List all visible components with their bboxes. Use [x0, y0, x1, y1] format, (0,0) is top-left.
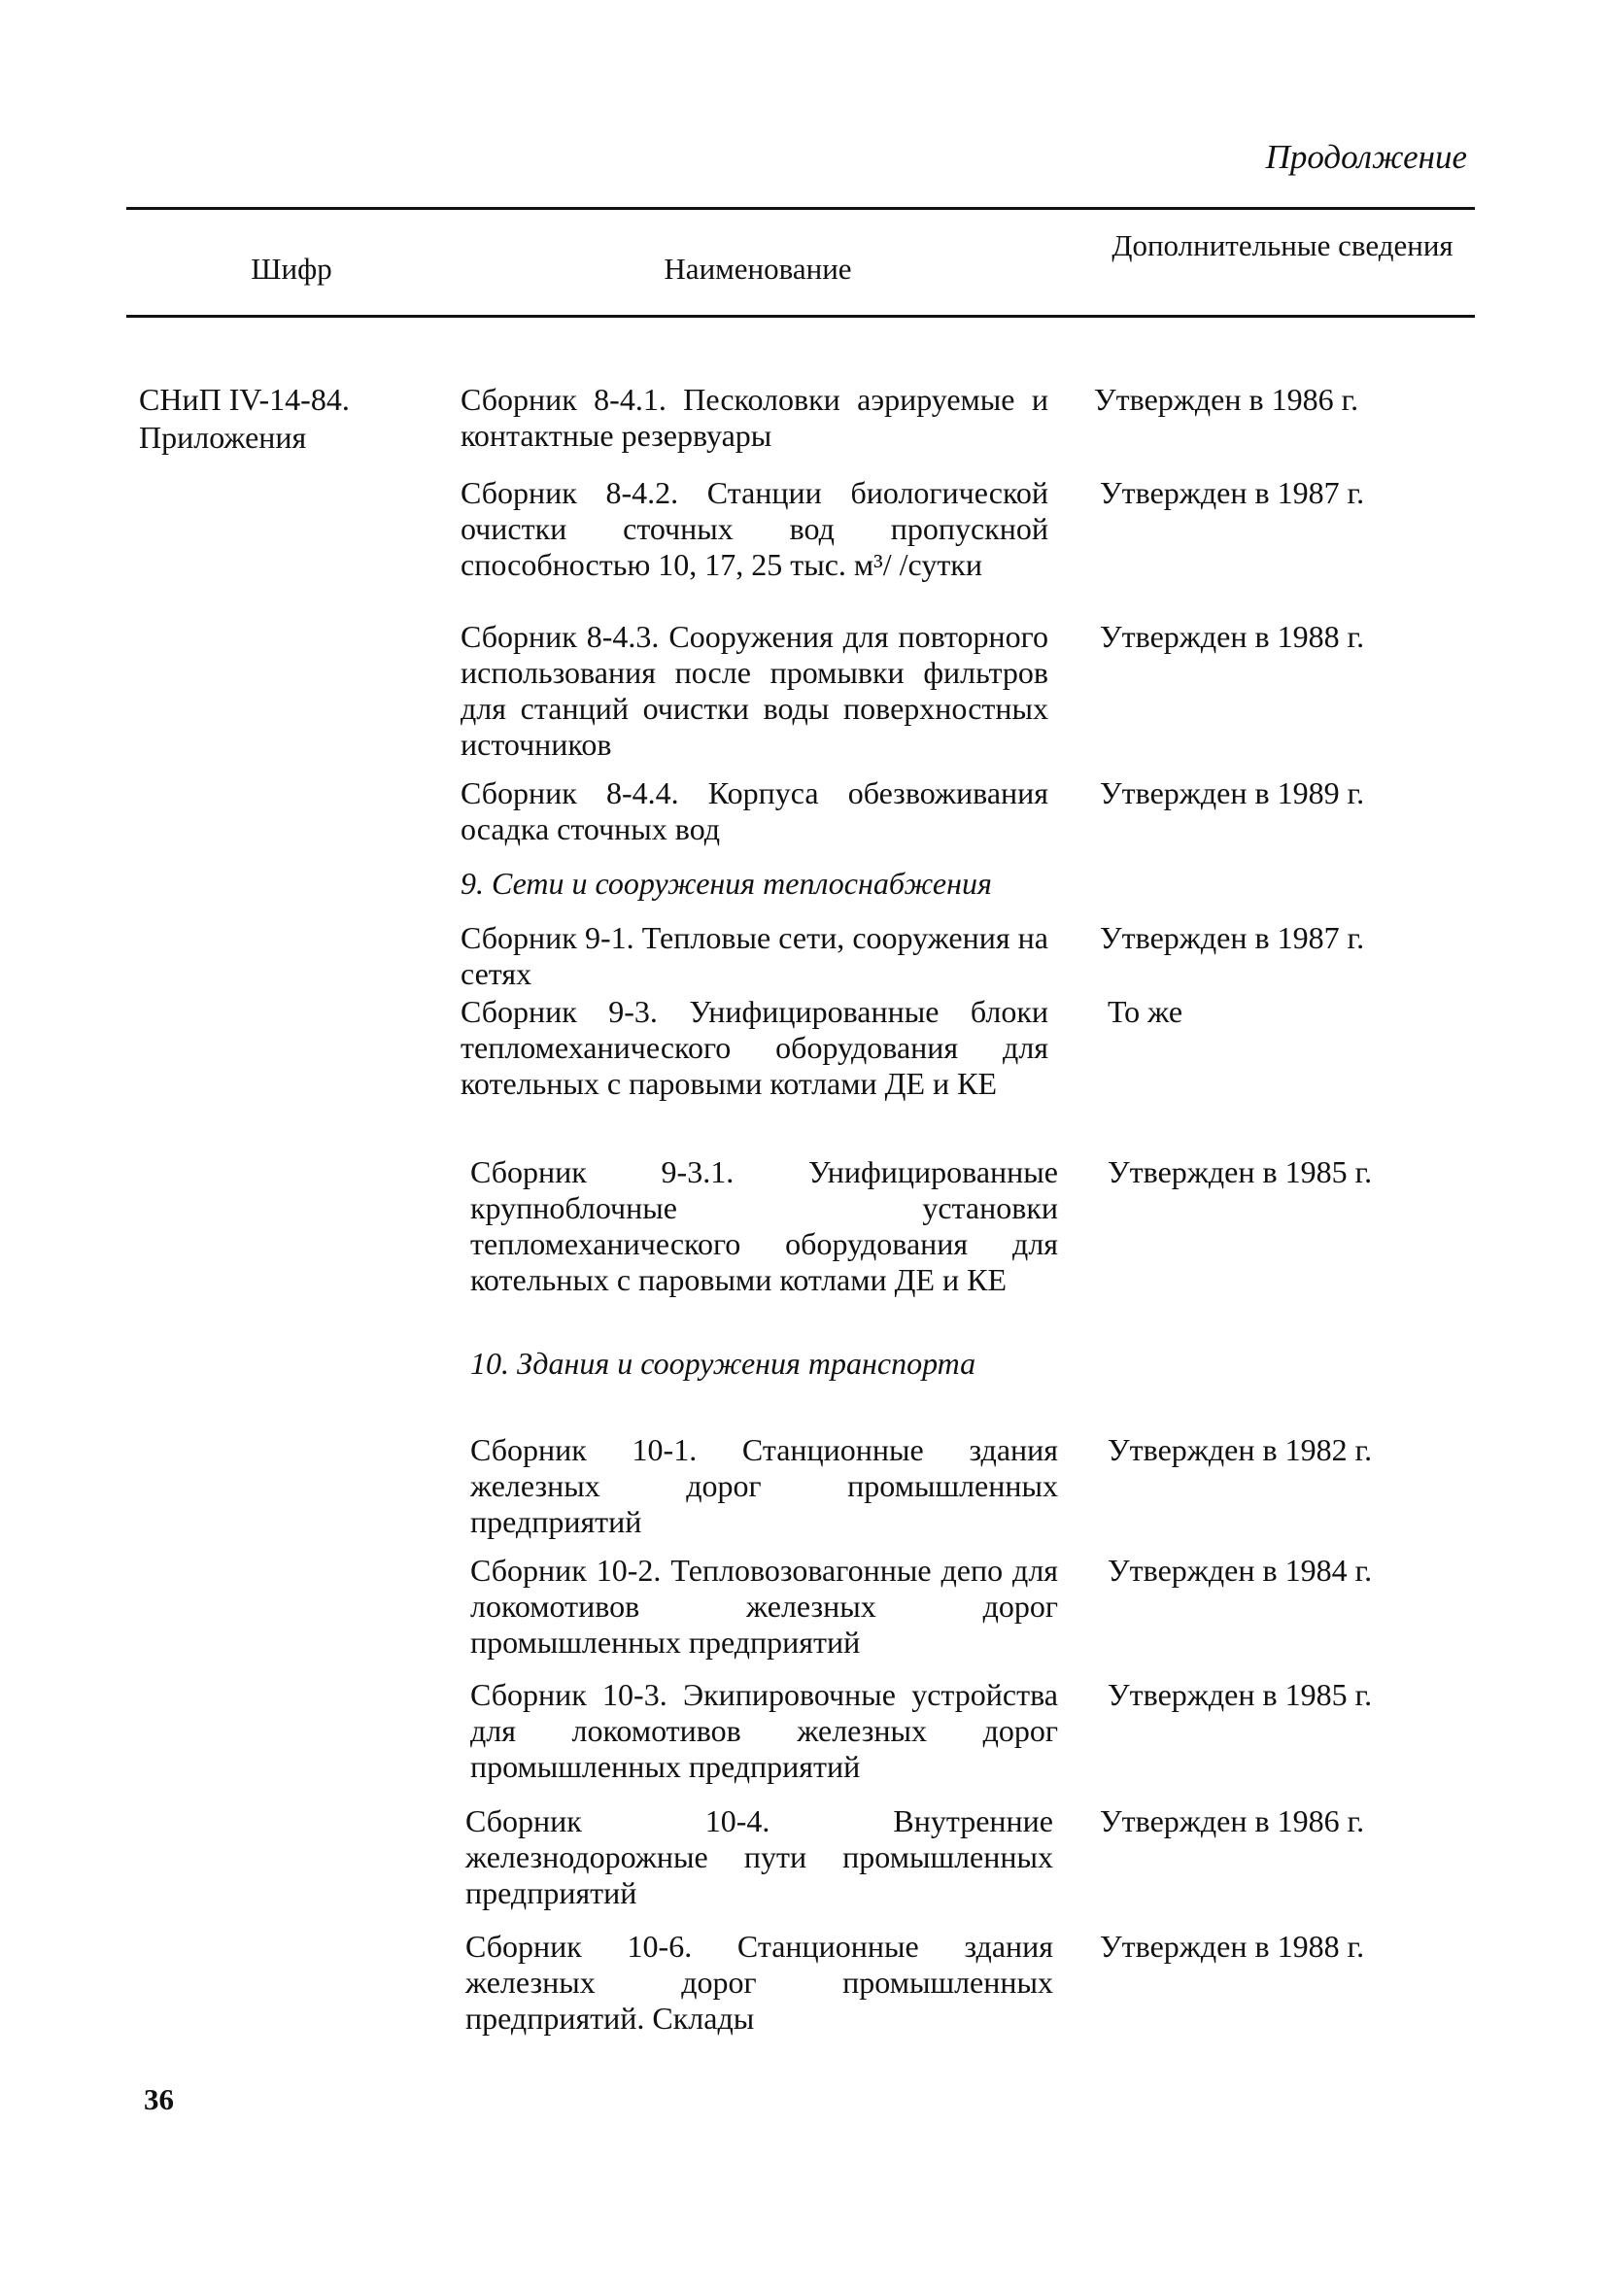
- cipher-cell: [139, 381, 430, 457]
- row-info: Утвержден в 1987 г.: [1100, 475, 1365, 510]
- row-info: Утвержден в 1987 г.: [1100, 920, 1365, 955]
- row-name: Сборник 8-4.1. Песколовки аэрируемые и контактные резервуары: [461, 382, 1048, 453]
- cipher-line: СНиП IV-14-84.: [139, 382, 350, 417]
- row-info: Утвержден в 1986 г.: [1100, 1803, 1365, 1838]
- row-name: Сборник 10-6. Станционные здания железных дорог промышленных предприятий. Склады: [465, 1929, 1053, 2036]
- header-cipher: Шифр: [251, 252, 332, 286]
- table-header-rule: [126, 315, 1475, 318]
- section-heading: 10. Здания и сооружения транспорта: [470, 1346, 976, 1381]
- continuation-label: Продолжение: [1265, 138, 1467, 176]
- row-info: Утвержден в 1989 г.: [1100, 775, 1365, 810]
- header-name: Наименование: [664, 252, 852, 286]
- row-info: Утвержден в 1984 г.: [1108, 1553, 1373, 1588]
- row-name: Сборник 8-4.4. Корпуса обезвоживания осадка сточных вод: [461, 775, 1048, 846]
- row-name: Сборник 10-4. Внутренние железнодорожные пути промышленных предприятий: [465, 1803, 1053, 1910]
- row-info: Утвержден в 1988 г.: [1100, 1929, 1365, 1964]
- section-heading: 9. Сети и сооружения теплоснабжения: [461, 866, 992, 901]
- row-name: Сборник 9-3. Унифицированные блоки тепломеханического оборудования для котельных с паровыми котлами ДЕ и КЕ: [461, 994, 1048, 1101]
- row-info: То же: [1108, 994, 1183, 1029]
- row-name: Сборник 9-3.1. Унифицированные крупноблочные установки тепломеханического оборудования для котельных с паровыми котлами ДЕ и КЕ: [470, 1154, 1058, 1297]
- row-name: Сборник 10-1. Станционные здания железных дорог промышленных предприятий: [470, 1432, 1058, 1539]
- row-name: Сборник 8-4.3. Сооружения для повторного использования после промывки фильтров для станций очистки воды поверхностных источников: [461, 619, 1048, 762]
- row-info: Утвержден в 1985 г.: [1108, 1154, 1373, 1189]
- header-info: Дополнительные сведения: [1111, 228, 1453, 262]
- cipher-line: Приложения: [139, 420, 307, 455]
- row-info: Утвержден в 1985 г.: [1108, 1677, 1373, 1712]
- table-top-rule: [126, 207, 1475, 210]
- row-name: Сборник 10-2. Тепловозовагонные депо для локомотивов железных дорог промышленных предприятий: [470, 1553, 1058, 1660]
- row-name: Сборник 8-4.2. Станции биологической очистки сточных вод пропускной способностью 10, 17, 25 тыс. м³/ /сутки: [461, 475, 1048, 582]
- row-info: Утвержден в 1982 г.: [1108, 1432, 1373, 1467]
- row-info: Утвержден в 1988 г.: [1100, 619, 1365, 654]
- row-name: Сборник 10-3. Экипировочные устройства для локомотивов железных дорог промышленных предприятий: [470, 1677, 1058, 1784]
- row-info: Утвержден в 1986 г.: [1094, 382, 1359, 417]
- page-number: 36: [144, 2082, 174, 2116]
- row-name: Сборник 9-1. Тепловые сети, сооружения на сетях: [461, 920, 1048, 991]
